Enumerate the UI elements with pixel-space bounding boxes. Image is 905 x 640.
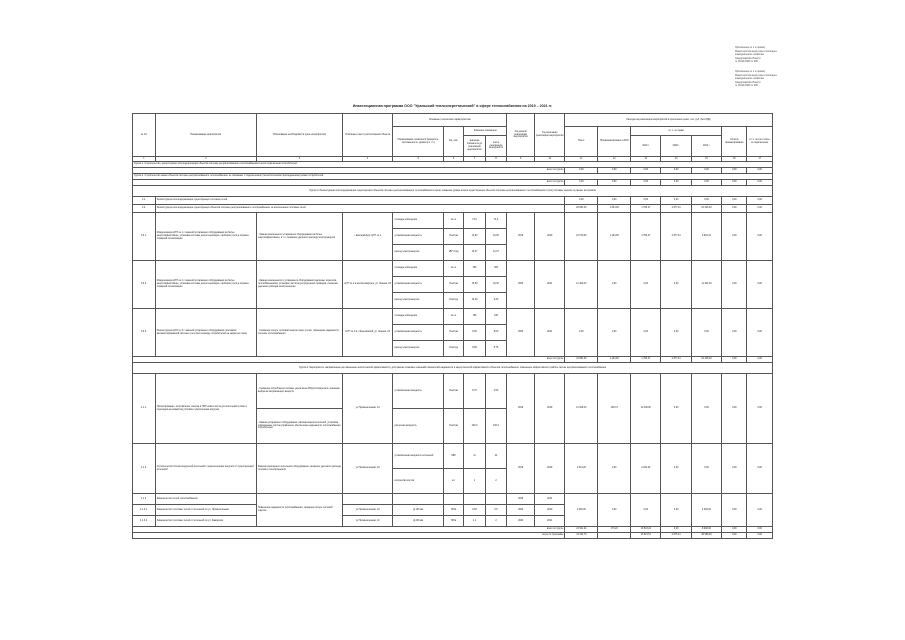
row-name: Реконструкция или модернизация существующих тепловых сетей — [155, 197, 565, 205]
group-total-label: всего по группе — [133, 168, 565, 174]
col-start-header: Год начала реализации мероприятия — [507, 114, 535, 157]
target-before: 9,80 — [464, 341, 485, 357]
target-before: 8,70 — [464, 374, 485, 409]
group-total-label: всего по группе — [133, 357, 565, 363]
target-before: 305 — [464, 261, 485, 277]
col-borrowed-header: в т.ч. за счет платы за подключение — [747, 127, 773, 157]
row-justification: - Снижение потребления топлива, увеличение КПД котлоагрегата, снижение выбросов загрязняющих веществ — [256, 374, 342, 409]
cost-cell: 1 164,83 — [598, 357, 631, 363]
group-2-title: Группа 2. Строительство новых объектов системы централизованного теплоснабжения, не связанных с подключением (технологическим присоединением) новых потребителей: — [133, 174, 773, 180]
cost-cell: 0,00 — [691, 374, 721, 444]
cost-cell: 193,74 — [598, 374, 631, 444]
cost-cell: 0,00 — [691, 168, 721, 174]
target-name: Д 200 мм — [393, 516, 444, 527]
target-after: 2,50 — [485, 374, 506, 409]
row-3-2 — [133, 205, 773, 213]
cost-cell: 0,00 — [631, 494, 661, 527]
row-justification: - Замена изношенного и устаревшего оборудования (насосных агрегатов, теплообменников), установка частотно-регулируемых приводов, снижение удельного расхода электроэнергии — [256, 261, 342, 309]
group-3-title: Группа 3. Реконструкция или модернизация существующих объектов системы централизованного теплоснабжения в целях снижения уровня износа существующих объектов системы централизованного теплоснабжения и (или) поставки энергии из разных источников — [133, 186, 773, 197]
group-1-title: Группа 1. Строительство, реконструкция или модернизация объектов системы централизованного теплоснабжения в целях подключения потребителей: — [133, 162, 773, 168]
end-year: 2020 — [535, 213, 565, 261]
approval-line: Министерства энергетики и жилищно- — [735, 73, 778, 77]
approval-line: коммунального хозяйства — [735, 53, 764, 57]
row-location: ЦТП № 2 в жилом квартале, ул. Ленина, 23 — [342, 261, 393, 309]
group-4-title-row — [133, 363, 773, 374]
cost-cell: 0,00 — [691, 444, 721, 494]
cost-cell: 0,00 — [722, 261, 747, 309]
cost-cell: 28 598,46 — [691, 533, 721, 539]
target-after: 8,75 — [485, 341, 506, 357]
cost-cell: 15 615,51 — [631, 533, 661, 539]
col-spent-header: Профинансировано к 2019 — [598, 127, 631, 157]
row-number: 3.2.2. — [133, 261, 156, 309]
row-location: ул.Промышленная, 10 — [342, 516, 393, 527]
col-total-header: Всего — [565, 127, 598, 157]
col-location-header: Описание и место расположения объекта — [342, 114, 393, 157]
start-year: 2019 — [507, 444, 535, 494]
cost-cell: 11 302,00 — [691, 261, 721, 309]
by-years-header: в т.ч. по годам — [631, 127, 722, 136]
target-unit: шт. — [444, 469, 464, 494]
cost-cell: 0,00 — [747, 533, 773, 539]
col-2019-header: 2019 г. — [631, 136, 661, 157]
target-name: установленная мощность котельной — [393, 444, 444, 469]
start-year: 2020 — [507, 516, 535, 527]
target-after — [485, 494, 506, 505]
cost-cell: 4 877,21 — [661, 213, 691, 261]
approval-line: Свердловской области — [735, 56, 761, 60]
row-justification: - Замена изношенного устаревшего оборудования на более энергоэффективное, в т.ч. снижение удельного расхода электроэнергии — [256, 213, 342, 261]
target-before: 196 — [464, 309, 485, 325]
target-after: 74,6 — [485, 213, 506, 229]
row-number: 3.2.3. — [133, 309, 156, 357]
targets-group-header: Основные технические характеристики — [393, 114, 507, 127]
cost-cell: 2 243,24 — [631, 444, 661, 494]
col-2020-header: 2020 г. — [661, 136, 691, 157]
target-after: 9,30 — [485, 293, 506, 309]
target-before: 11 — [464, 444, 485, 469]
cost-cell: 0,00 — [631, 180, 661, 186]
target-after: 2 — [485, 516, 506, 527]
target-after: 10,00 — [485, 229, 506, 245]
target-before: 1 — [464, 469, 485, 494]
target-name: расход электроэнергии — [393, 293, 444, 309]
target-after: 0,6 — [485, 505, 506, 516]
start-year: 2020 — [507, 309, 535, 357]
cost-cell: 0,00 — [565, 197, 598, 205]
row-name: Замена ветхих тепловых сетей от котельной по ул. Промышленная — [155, 505, 256, 516]
cost-cell: 0,00 — [722, 444, 747, 494]
cost-cell: 0,00 — [747, 213, 773, 261]
cost-cell: 0,00 — [722, 213, 747, 261]
row-justification: - Снижение потерь тепловой энергии через утечки, повышение надежности системы теплоснабжения — [256, 309, 342, 357]
cost-cell: 0,00 — [661, 494, 691, 527]
cost-cell: 0,00 — [598, 168, 631, 174]
cost-cell: 0,00 — [598, 309, 631, 357]
start-year: 2020 — [507, 494, 535, 505]
col-2021-header: 2021 г. — [691, 136, 721, 157]
target-after: 22 — [485, 444, 506, 469]
cost-cell: 0,00 — [747, 261, 773, 309]
cost-cell: 0,00 — [722, 309, 747, 357]
end-year: 2020 — [535, 505, 565, 516]
cost-cell: 0,00 — [598, 180, 631, 186]
target-before: 10,80 — [464, 229, 485, 245]
row-name: Проектирование, изготовление, монтаж и ПНР нового котла для котельной в связи с переходом на новый вид топлива и увеличением нагрузки — [155, 374, 256, 444]
row-name: Замена ветхих тепловых сетей от котельной по ул. Заводская — [155, 516, 256, 527]
cost-cell: 0,00 — [598, 197, 631, 205]
document-title: Инвестиционная программа ООО "Уральский теплоэнергетический" в сфере теплоснабжения на 2019 – 2021 гг. — [352, 104, 553, 108]
row-justification: - Замена устаревшего оборудования, автоматизация котельной, установка современных систем управления, обеспечение надежности теплоснабжения потребителей — [256, 409, 342, 444]
approval-line: Приложение № 1 к приказу — [735, 69, 766, 73]
target-unit: кВт*ч/год — [444, 245, 464, 261]
end-year: 2021 — [535, 494, 565, 505]
group-4-title: Группа 4. Мероприятия, направленные на повышение экологической эффективности, достижение плановых значений показателей надежности и энергетической эффективности объектов теплоснабжения, повышение эффективности работы систем централизованного теплоснабжения — [133, 363, 773, 374]
column-number: 8 — [485, 157, 506, 162]
cost-cell: 1 708,47 — [631, 205, 661, 213]
target-unit: МПа — [444, 505, 464, 516]
target-before: 16,50 — [464, 277, 485, 293]
start-year: 2020 — [507, 261, 535, 309]
column-number: 10 — [535, 157, 565, 162]
row-3-2-1 — [133, 213, 773, 229]
row-4-1-1 — [133, 374, 773, 409]
row-number: 4.1.3. — [133, 494, 156, 505]
program-total-row — [133, 533, 773, 539]
row-number: 3.2. — [133, 205, 156, 213]
cost-cell: 0,00 — [691, 309, 721, 357]
target-after: 305 — [485, 261, 506, 277]
cost-cell — [598, 533, 631, 539]
cost-cell: 13 543,24 — [631, 527, 661, 533]
start-year: 2019 — [507, 374, 535, 444]
cost-cell: 0,00 — [722, 527, 747, 533]
column-number: 9 — [507, 157, 535, 162]
column-number: 12 — [598, 157, 631, 162]
cost-cell: 0,00 — [691, 180, 721, 186]
target-name: расход электроэнергии — [393, 245, 444, 261]
end-year: 2019 — [535, 444, 565, 494]
cost-cell: 9 991,31 — [691, 213, 721, 261]
target-name: установленная мощность — [393, 325, 444, 341]
col-target-name-header: Наименование показателя (мощность, протяженность, диаметр и т.п.) — [393, 127, 444, 157]
row-location: ул.Промышленная, 10 — [342, 444, 393, 494]
row-number: 4.1.3.2. — [133, 516, 156, 527]
cost-cell: 0,00 — [565, 309, 598, 357]
row-number: 4.1.3.1. — [133, 505, 156, 516]
end-year: 2019 — [535, 374, 565, 444]
col-after-header: после реализации мероприятия — [485, 136, 506, 157]
end-year: 2021 — [535, 261, 565, 309]
group-total-label: всего по группе — [133, 180, 565, 186]
column-number: 15 — [691, 157, 721, 162]
cost-cell: 1 513,26 — [565, 444, 598, 494]
cost-cell: 0,00 — [565, 180, 598, 186]
cost-cell: 1 708,47 — [631, 213, 661, 261]
row-4-1-3 — [133, 494, 773, 505]
target-name — [393, 494, 444, 505]
cost-cell: 22 225,46 — [691, 357, 721, 363]
cost-cell: 11 000,00 — [631, 374, 661, 444]
cost-cell: 0,00 — [691, 197, 721, 205]
cost-cell: 0,00 — [722, 357, 747, 363]
column-number: 16 — [722, 157, 747, 162]
row-name: Модернизация ЦТП № 2 с заменой устаревшего оборудования на более энергоэффективное, установка системы диспетчеризации, приборов учета и охранно-пожарной сигнализации — [155, 261, 256, 309]
cost-cell: 0,00 — [747, 168, 773, 174]
target-unit: Гкал/час — [444, 374, 464, 409]
target-name: установленная мощность — [393, 229, 444, 245]
cost-cell: 22 225,46 — [691, 205, 721, 213]
values-group-header: Значение показателя — [464, 127, 507, 136]
cost-cell: 10 579,46 — [565, 213, 598, 261]
cost-cell: 0,00 — [747, 444, 773, 494]
target-unit: Гкал/год — [444, 341, 464, 357]
cost-cell: 0,00 — [722, 494, 747, 527]
approval-line: Свердловской области — [735, 80, 761, 84]
target-after: 8,00 — [485, 325, 506, 341]
row-number: 4.1.2. — [133, 444, 156, 494]
approval-line: от 00.00.0000 № 000 — [735, 60, 758, 64]
target-unit: кв. м — [444, 261, 464, 277]
costs-group-header: Расходы на реализацию мероприятий в прогнозных ценах, тыс. руб. (без НДС) — [565, 114, 773, 127]
cost-cell: 41 422,70 — [565, 533, 598, 539]
approval-line: коммунального хозяйства — [735, 77, 764, 81]
col-unit-header: Ед. изм. — [444, 127, 464, 157]
column-number: 2 — [155, 157, 256, 162]
investment-program-table — [132, 113, 773, 539]
cost-cell: 0,00 — [722, 168, 747, 174]
target-before — [464, 494, 485, 505]
target-name: расход электроэнергии — [393, 341, 444, 357]
row-name: Модернизация ЦТП № 1 с заменой устаревшего оборудования на более энергоэффективное, установка системы диспетчеризации, приборов учета и охранно-пожарной сигнализации — [155, 213, 256, 261]
cost-cell: 20 881,46 — [565, 205, 598, 213]
cost-cell: 0,00 — [661, 261, 691, 309]
cost-cell: 0,00 — [598, 494, 631, 527]
cost-cell: 8 000,00 — [691, 527, 721, 533]
target-name: количество котлов — [393, 469, 444, 494]
col-end-header: Год окончания реализации мероприятия — [535, 114, 565, 157]
row-number: 3.2.1. — [133, 213, 156, 261]
target-unit: МВт — [444, 444, 464, 469]
row-number: 3.1. — [133, 197, 156, 205]
target-name: расчетная мощность — [393, 409, 444, 444]
target-name: площадь помещения — [393, 213, 444, 229]
row-name: Замена ветхих сетей теплоснабжения — [155, 494, 256, 505]
row-location — [342, 494, 393, 505]
approval-line: Приложение № 1 к приказу — [735, 46, 766, 49]
cost-cell: 0,00 — [747, 527, 773, 533]
cost-cell: 0,00 — [722, 374, 747, 444]
col-before-header: значение показателя до реализации мероприятия — [464, 136, 485, 157]
column-number: 1 — [133, 157, 156, 162]
target-after: 196 — [485, 309, 506, 325]
target-before: 100,0 — [464, 409, 485, 444]
approval-line: Министерства энергетики и жилищно- — [735, 49, 778, 53]
row-location: ЦТП № 3 в г. Березовский, ул. Ленина, 23 — [342, 309, 393, 357]
col-name-header: Наименование мероприятия — [155, 114, 256, 157]
target-unit: кв. м — [444, 213, 464, 229]
target-name: установленная мощность — [393, 277, 444, 293]
approval-line: от 00.00.0000 № 000 — [735, 84, 758, 88]
cost-cell: 1 664,83 — [598, 205, 631, 213]
target-unit: Гкал/час — [444, 409, 464, 444]
target-unit — [444, 494, 464, 505]
header-row-1 — [133, 114, 773, 127]
col-num-header: № п/п — [133, 114, 156, 157]
row-3-2-3 — [133, 309, 773, 325]
cost-cell: 0,00 — [631, 309, 661, 357]
column-number: 4 — [342, 157, 393, 162]
cost-cell: 11 000,00 — [565, 374, 598, 444]
target-name: площадь помещения — [393, 309, 444, 325]
target-before: 74,6 — [464, 213, 485, 229]
target-unit: Гкал/час — [444, 325, 464, 341]
row-3-1 — [133, 197, 773, 205]
start-year: 2019 — [507, 213, 535, 261]
cost-cell: 1 708,47 — [631, 357, 661, 363]
cost-cell: 4 877,21 — [661, 357, 691, 363]
column-number: 3 — [256, 157, 342, 162]
target-name: площадь помещения — [393, 261, 444, 277]
cost-cell: 4 000,00 — [691, 494, 721, 527]
cost-cell: 0,00 — [661, 180, 691, 186]
column-number: 17 — [747, 157, 773, 162]
end-year: 2021 — [535, 309, 565, 357]
target-after: 16,30 — [485, 277, 506, 293]
program-total-label: всего по программе — [133, 533, 565, 539]
target-before: 13,47 — [464, 245, 485, 261]
cost-cell: 0,00 — [598, 444, 631, 494]
cost-cell: 0,00 — [661, 527, 691, 533]
cost-cell: 0,00 — [565, 168, 598, 174]
cost-cell: 0,00 — [747, 309, 773, 357]
cost-cell: 0,00 — [631, 197, 661, 205]
row-location: ул.Промышленная, 10 — [342, 374, 393, 444]
cost-cell: 0,00 — [747, 205, 773, 213]
target-before: 1,1 — [464, 516, 485, 527]
cost-cell: 0,00 — [661, 168, 691, 174]
column-number: 14 — [661, 157, 691, 162]
row-number: 4.1.1. — [133, 374, 156, 444]
cost-cell: 0,00 — [722, 180, 747, 186]
target-unit: Гкал/час — [444, 277, 464, 293]
row-justification: Замена изношенного котельного оборудования, снижение удельного расхода топлива и электроэнергии — [256, 444, 342, 494]
target-after: 100,0 — [485, 409, 506, 444]
group-3-title-row — [133, 186, 773, 197]
cost-cell: 1 164,83 — [598, 213, 631, 261]
column-number: 13 — [631, 157, 661, 162]
cost-cell: 0,00 — [661, 309, 691, 357]
target-unit: кв. м — [444, 309, 464, 325]
row-location: ул.Промышленная, 10 — [342, 505, 393, 516]
cost-cell: 0,00 — [722, 197, 747, 205]
cost-cell: 0,00 — [747, 357, 773, 363]
cost-cell: 21 881,46 — [565, 357, 598, 363]
cost-cell: 0,00 — [722, 533, 747, 539]
col-remaining-header: Остаток финансирования — [722, 127, 747, 157]
target-name: установленная мощность — [393, 374, 444, 409]
cost-cell: 0,00 — [661, 444, 691, 494]
cost-cell: 0,00 — [661, 374, 691, 444]
cost-cell: 0,00 — [747, 494, 773, 527]
cost-cell: 0,00 — [631, 261, 661, 309]
row-name: Строительство блочно-модульной котельной с переключением нагрузок от существующей котельной — [155, 444, 256, 494]
target-before: 8,00 — [464, 325, 485, 341]
target-unit: Гкал/час — [444, 229, 464, 245]
end-year: 2021 — [535, 516, 565, 527]
target-name: Д 150 мм — [393, 505, 444, 516]
row-location: г. Екатеринбург, ЦТП № 1 — [342, 213, 393, 261]
cost-cell: 4 877,21 — [661, 205, 691, 213]
cost-cell: 11 302,00 — [565, 261, 598, 309]
cost-cell: 0,00 — [722, 205, 747, 213]
target-before: 19,20 — [464, 293, 485, 309]
approval-block — [735, 46, 865, 88]
row-name: Реконструкция или модернизация существующих объектов системы централизованного теплоснабжения, за исключением тепловых сетей — [155, 205, 565, 213]
cost-cell: 21 541,24 — [565, 527, 598, 533]
cost-cell: 0,00 — [747, 180, 773, 186]
cost-cell: 0,00 — [661, 197, 691, 205]
start-year: 2020 — [507, 505, 535, 516]
row-justification: Повышение надежности теплоснабжения, снижение потерь тепловой энергии — [256, 494, 342, 527]
cost-cell: 0,00 — [747, 374, 773, 444]
column-number: 5 — [393, 157, 444, 162]
group-total-label: всего по группе — [133, 527, 565, 533]
target-unit: Гкал/год — [444, 293, 464, 309]
cost-cell: 0,00 — [598, 261, 631, 309]
cost-cell: 4 875,21 — [661, 533, 691, 539]
target-before: 0,60 — [464, 505, 485, 516]
cost-cell: 4 000,00 — [565, 494, 598, 527]
column-number: 11 — [565, 157, 598, 162]
col-justification-header: Обоснование необходимости (цель мероприятия) — [256, 114, 342, 157]
cost-cell: 0,00 — [747, 197, 773, 205]
cost-cell: 0,00 — [631, 168, 661, 174]
cost-cell: 173,24 — [598, 527, 631, 533]
target-unit: МПа — [444, 516, 464, 527]
target-after: 12,07 — [485, 245, 506, 261]
row-name: Реконструкция ЦТП № 3 с заменой устаревшего оборудования, монтажом автоматизированной системы учета при переводе потребителей на закрытую схему — [155, 309, 256, 357]
row-4-1-2 — [133, 444, 773, 469]
column-number: 6 — [444, 157, 464, 162]
row-3-2-2 — [133, 261, 773, 277]
target-after: 2 — [485, 469, 506, 494]
column-number: 7 — [464, 157, 485, 162]
